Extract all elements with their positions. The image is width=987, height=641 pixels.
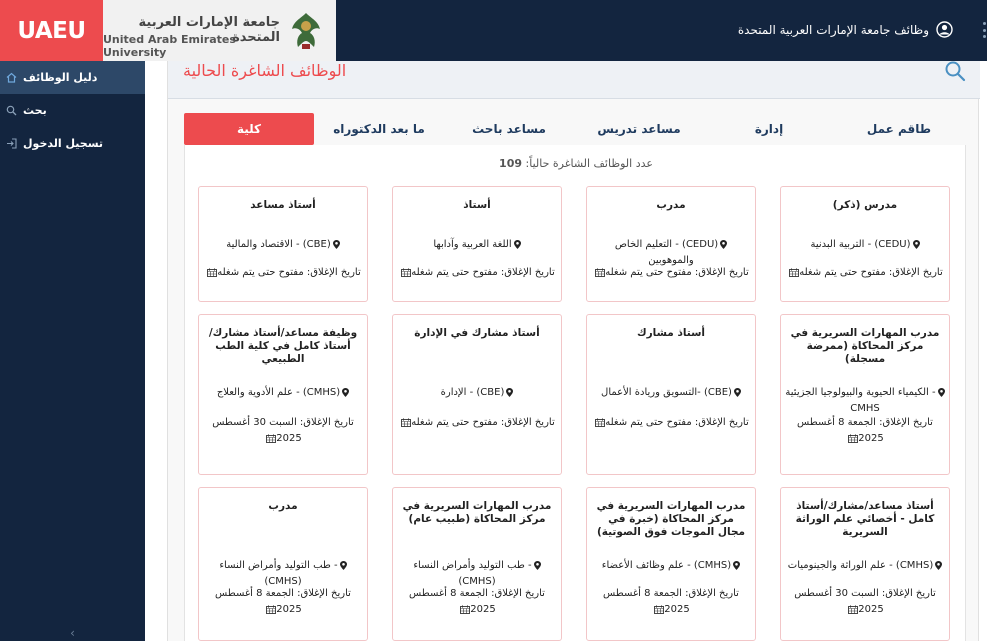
job-card[interactable] (586, 314, 756, 475)
job-closing-date-text: تاريخ الإغلاق: الجمعة 8 أغسطس 2025 (409, 588, 545, 615)
job-closing-date-text: تاريخ الإغلاق: مفتوح حتى يتم شغله (217, 267, 361, 278)
map-pin-icon (938, 388, 945, 397)
job-location (785, 237, 945, 253)
sidebar (0, 61, 145, 641)
job-location (203, 385, 363, 401)
tab-research-assistant[interactable]: مساعد باحث (472, 122, 546, 136)
job-location (785, 385, 945, 417)
job-closing-date (785, 415, 945, 447)
job-card[interactable] (198, 186, 368, 302)
site-title[interactable]: وظائف جامعة الإمارات العربية المتحدة (737, 23, 929, 37)
search-icon[interactable] (944, 60, 966, 82)
logo-area[interactable] (0, 0, 336, 61)
calendar-icon (460, 605, 470, 614)
job-closing-date (591, 265, 751, 281)
job-title[interactable]: مدرس (ذكر) (832, 199, 898, 211)
map-pin-icon (733, 561, 740, 570)
job-card[interactable] (780, 314, 950, 475)
job-card[interactable] (392, 314, 562, 475)
job-closing-date (785, 265, 945, 281)
job-closing-date (397, 586, 557, 618)
uaeu-logo[interactable]: UAEU (0, 0, 103, 61)
login-icon (6, 138, 17, 149)
calendar-icon (266, 605, 276, 614)
job-title[interactable]: مدرب المهارات السريرية في مركز المحاكاة (ممرضة مسجلة) (790, 327, 940, 365)
tab-staff[interactable]: طاقم عمل (866, 122, 932, 136)
job-title[interactable]: أستاذ مساعد (250, 199, 316, 211)
map-pin-icon (913, 240, 920, 249)
job-closing-date-text: تاريخ الإغلاق: مفتوح حتى يتم شغله (411, 267, 555, 278)
job-location-text: (CBE) -التسويق وريادة الأعمال (601, 387, 732, 398)
job-title[interactable]: أستاذ مشارك (637, 327, 705, 339)
job-closing-date (203, 415, 363, 447)
job-card[interactable] (780, 487, 950, 641)
job-location-text: - الكيمياء الحيوية والبيولوجيا الجزيئية CMHS (785, 387, 936, 414)
vacancies-header (168, 61, 980, 99)
job-card[interactable] (392, 186, 562, 302)
job-location-text: - طب التوليد وأمراض النساء (CMHS) (219, 560, 338, 587)
map-pin-icon (514, 240, 521, 249)
calendar-icon (266, 434, 276, 443)
job-title[interactable]: مدرب (656, 199, 686, 211)
sidebar-collapse-icon[interactable]: ‹ (70, 626, 75, 640)
sidebar-item-label: دليل الوظائف (23, 71, 98, 84)
job-card[interactable] (198, 487, 368, 641)
job-closing-date-text: تاريخ الإغلاق: مفتوح حتى يتم شغله (605, 267, 749, 278)
vacancy-count-value: 109 (499, 157, 523, 170)
calendar-icon (207, 268, 217, 277)
job-title[interactable]: مدرب المهارات السريرية في مركز المحاكاة (طبيب عام) (402, 500, 552, 525)
category-tabs (184, 113, 964, 145)
more-menu-icon[interactable] (981, 22, 987, 38)
calendar-icon (595, 268, 605, 277)
job-title[interactable]: وظيفة مساعد/أستاذ مشارك/أستاذ كامل في كلية الطب الطبيعي (208, 327, 358, 365)
home-icon (6, 72, 17, 83)
map-pin-icon (734, 388, 741, 397)
job-location (397, 385, 557, 401)
falcon-emblem-icon (288, 11, 324, 51)
map-pin-icon (720, 240, 727, 249)
calendar-icon (595, 418, 605, 427)
top-bar (0, 0, 987, 61)
job-title[interactable]: أستاذ مساعد/مشارك/أستاذ كامل - أخصائي علم الوراثة السريرية (795, 500, 935, 538)
job-card[interactable] (392, 487, 562, 641)
calendar-icon (789, 268, 799, 277)
job-closing-date-text: تاريخ الإغلاق: الجمعة 8 أغسطس 2025 (603, 588, 739, 615)
job-title[interactable]: أستاذ مشارك في الإدارة (414, 327, 540, 339)
university-name-ar: جامعة الإمارات العربية المتحدة (138, 15, 280, 45)
user-account-icon[interactable] (936, 21, 953, 38)
job-card[interactable] (198, 314, 368, 475)
job-location-text: (CMHS) - علم الوراثة والجينوميات (787, 560, 934, 571)
map-pin-icon (342, 388, 349, 397)
map-pin-icon (506, 388, 513, 397)
sidebar-item-label: تسجيل الدخول (23, 137, 104, 150)
job-location-text: (CEDU) - التربية البدنية (810, 239, 911, 250)
tab-postdoctoral[interactable]: ما بعد الدكتوراه (333, 122, 425, 136)
job-closing-date (591, 586, 751, 618)
calendar-icon (848, 605, 858, 614)
vacancy-count-label: عدد الوظائف الشاغرة حالياً: (525, 157, 653, 170)
job-location (591, 385, 751, 401)
job-card[interactable] (586, 487, 756, 641)
university-logo[interactable] (103, 0, 336, 61)
page-title: الوظائف الشاغرة الحالية (183, 61, 347, 80)
calendar-icon (848, 434, 858, 443)
job-card[interactable] (586, 186, 756, 302)
map-pin-icon (534, 561, 541, 570)
job-closing-date (397, 415, 557, 431)
job-title[interactable]: مدرب المهارات السريرية في مركز المحاكاة (خبرة في مجال الموجات فوق الصوتية) (596, 500, 746, 538)
job-closing-date (591, 415, 751, 431)
job-closing-date (203, 586, 363, 618)
job-location (203, 237, 363, 253)
job-location-text: (CEDU) - التعليم الخاص والموهوبين (614, 239, 719, 266)
tab-faculty[interactable]: كلية (184, 113, 314, 145)
job-closing-date (203, 265, 363, 281)
tab-teaching-assistant[interactable]: مساعد تدريس (597, 122, 681, 136)
job-closing-date-text: تاريخ الإغلاق: الجمعة 8 أغسطس 2025 (215, 588, 351, 615)
job-closing-date-text: تاريخ الإغلاق: مفتوح حتى يتم شغله (799, 267, 943, 278)
search-icon (6, 105, 17, 116)
job-location-text: (CMHS) - علم الأدوية والعلاج (216, 387, 341, 398)
job-closing-date-text: تاريخ الإغلاق: مفتوح حتى يتم شغله (605, 417, 749, 428)
job-location (785, 558, 945, 574)
sidebar-item-label: بحث (23, 104, 47, 117)
map-pin-icon (935, 561, 942, 570)
job-card[interactable] (780, 186, 950, 302)
job-location-text: (CBE) - الإدارة (440, 387, 505, 398)
job-closing-date (397, 265, 557, 281)
job-closing-date-text: تاريخ الإغلاق: مفتوح حتى يتم شغله (411, 417, 555, 428)
calendar-icon (401, 418, 411, 427)
job-location-text: اللغة العربية وآدابها (433, 239, 512, 250)
sidebar-item-jobs-guide[interactable] (0, 61, 145, 94)
job-location-text: - طب التوليد وأمراض النساء (CMHS) (413, 560, 532, 587)
job-location-text: (CBE) - الاقتصاد والمالية (226, 239, 331, 250)
calendar-icon (401, 268, 411, 277)
map-pin-icon (333, 240, 340, 249)
job-title[interactable]: مدرب (268, 500, 298, 512)
job-location (591, 558, 751, 574)
job-closing-date-text: تاريخ الإغلاق: السبت 30 أغسطس 2025 (794, 588, 936, 615)
calendar-icon (654, 605, 664, 614)
job-title[interactable]: أستاذ (463, 199, 491, 211)
job-closing-date-text: تاريخ الإغلاق: السبت 30 أغسطس 2025 (212, 417, 354, 444)
job-closing-date (785, 586, 945, 618)
job-location (397, 237, 557, 253)
vacancy-count (185, 157, 967, 170)
sidebar-item-login[interactable] (0, 127, 145, 160)
university-name-en: United Arab Emirates University (103, 33, 236, 59)
job-location-text: (CMHS) - علم وظائف الأعضاء (601, 560, 732, 571)
job-closing-date-text: تاريخ الإغلاق: الجمعة 8 أغسطس 2025 (797, 417, 933, 444)
sidebar-item-search[interactable] (0, 94, 145, 127)
map-pin-icon (340, 561, 347, 570)
tab-administration[interactable]: إدارة (754, 122, 784, 136)
